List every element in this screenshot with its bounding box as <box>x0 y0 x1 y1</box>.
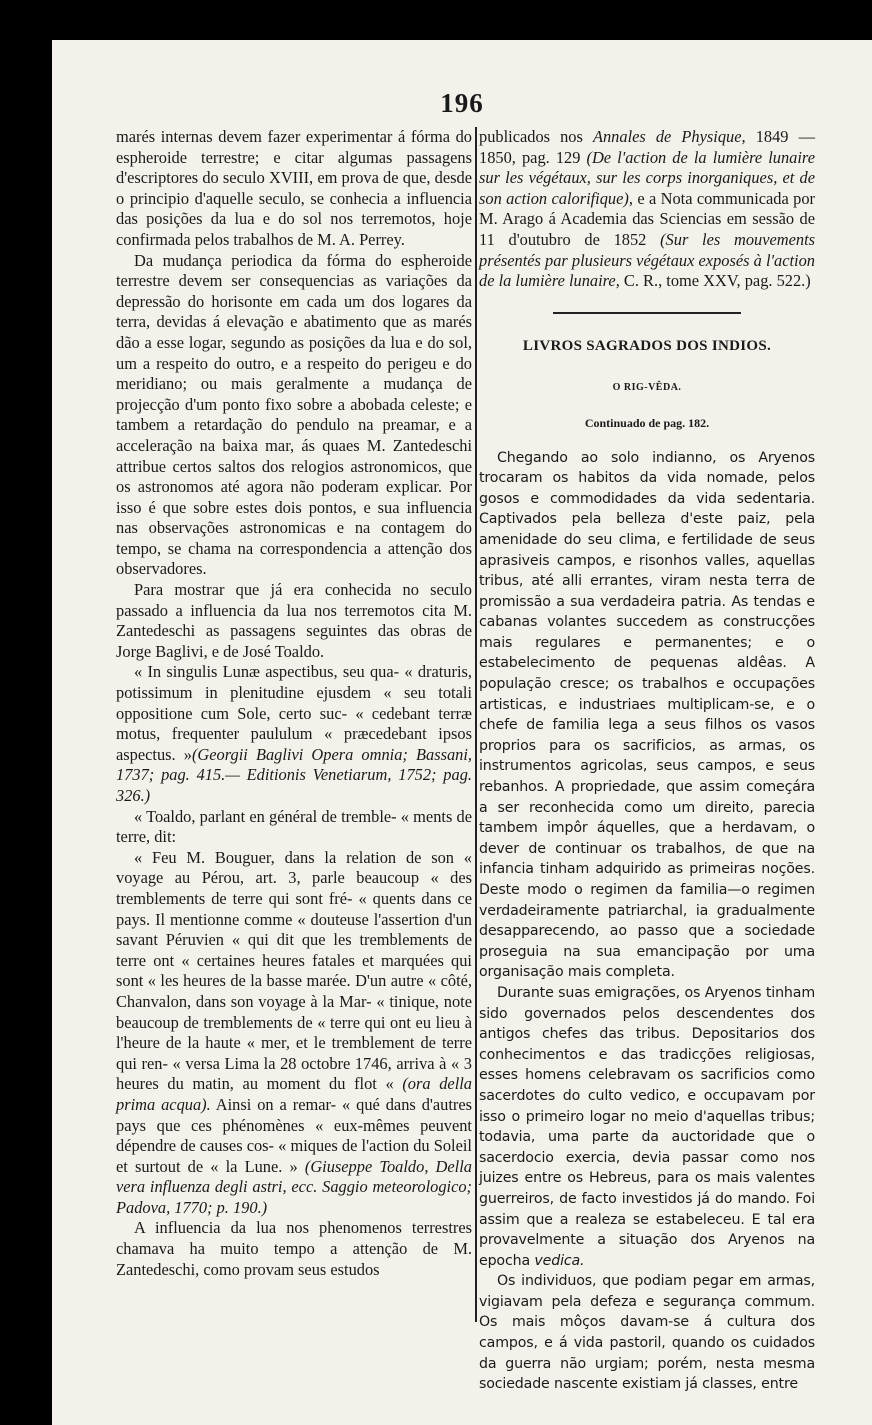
intro-paragraph <box>479 127 815 292</box>
paragraph: Chegando ao solo indianno, os Aryenos trocaram os habitos da vida nomade, pelos gosos e commodidades da vida sedentaria. Captivados pela belleza d'este paiz, pela amenidade do seu clima, e fertilidade de seus aprasiveis campos, e risonhos valles, aquellas tribus, até alli errantes, viram nesta terra de promissão a sua verdadeira patria. As tendas e cabanas volantes succedem as construcções mais regulares e permanentes; e o estabelecimento de pequenas aldêas. A população cresce; os trabalhos e occupações artisticas, e industriaes multiplicam-se, e o chefe de familia lega a seus filhos os vasos proprios para os sacrificios, as armas, os instrumentos agricolas, seus campos, e seus rebanhos. A propriedade, que assim começára a ser reconhecida como um direito, parecia tambem impôr áquelles, que a herdavam, o dever de continuar os trabalhos, de que na infancia tinham adquirido as primeiras noções. Deste modo o regimen da familia—o regimen verdadeiramente patriarchal, ia gradualmente desapparecendo, ao passo que a sociedade proseguia na sua emancipação por uma organisação mais completa. <box>479 449 815 981</box>
paragraph <box>479 983 815 1271</box>
continued-note: Continuado de pag. 182. <box>584 415 710 430</box>
quote-italic: (ora della prima acqua). <box>116 1074 472 1114</box>
text: publicados nos <box>479 127 583 146</box>
quote-toaldo-intro: « Toaldo, parlant en général de tremble- « ments de terre, dit: <box>116 806 472 847</box>
section-title: LIVROS SAGRADOS DOS INDIOS. <box>522 337 772 354</box>
page-number: 196 <box>440 88 484 118</box>
quote-text: « In singulis Lunæ aspectibus, seu qua- « draturis, potissimum in plenitudine ejusdem « seu totali oppositione cum Sole, certo suc- « cedebant terræ motus, frequenter paululum « præcedebant ipsos aspectus. » <box>116 662 472 764</box>
quote-text: Ainsi on a remar- « qué dans d'autres pays que ces phénomènes « eux-mêmes peuvent dépendre de causes cos- « miques de l'action du Soleil et surtout de « la Lune. » <box>116 1094 472 1176</box>
text: C. R., tome XXV, pag. 522.) <box>623 271 811 291</box>
text: Durante suas emigrações, os Aryenos tinham sido governados pelos descendentes dos antigos chefes das tribus. Depositarios dos conhecimentos e das tradicções religiosas, esses homens celebravam os sacrificios como sacerdotes do culto vedico, e occupavam por isso o primeiro logar no meio d'aquellas tribus; todavia, uma parte da auctoridade que o sacerdocio exercia, devia passar como nos juizes entre os Hebreus, para os mais valentes guerreiros, de facto investidos já do mando. Foi assim que a realeza se estabeleceu. E tal era provavelmente a situação dos Aryenos na epocha <box>479 984 815 1269</box>
paragraph: Para mostrar que já era conhecida no seculo passado a influencia da lua nos terremotos cita M. Zantedeschi as passagens seguintes das obras de Jorge Baglivi, e de José Toaldo. <box>116 580 472 661</box>
italic-title: (De l'action de la lumière lunaire sur les végétaux, sur les corps inorganiques, et de son action calorifique), <box>479 147 815 208</box>
scanned-page <box>52 40 872 1425</box>
paragraph: Os individuos, que podiam pegar em armas, vigiavam pela defeza e segurança commum. Os mais môços davam-se á cultura dos campos, e á vida pastoril, quando os cuidados da guerra não urgiam; porém, nesta mesma sociedade nascente existiam já classes, entre <box>479 1273 815 1393</box>
section-subtitle: O RIG-VÊDA. <box>612 382 682 394</box>
citation: (Giuseppe Toaldo, Della vera influenza degli astri, ecc. Saggio meteorologico; Padova, 1770; p. 190.) <box>116 1156 472 1217</box>
paragraph: Da mudança periodica da fórma do espheroide terrestre devem ser consequencias as variações da depressão do horisonte em cada um dos logares da terra, devidas á elevação e abatimento que as marés dão a esse logar, segundo as posições da lua e do sol, um a respeito do outro, e a respeito do perigeu e do meridiano; ou mais geralmente a mudança de projecção d'um ponto fixo sobre a abobada celeste; e tambem a retardação do pendulo na preamar, e a acceleração na baixa mar, ás quaes M. Zantedeschi attribue certos saltos dos relogios astronomicos, que os astronomos até agora não poderam explicar. Por isso é que sobre estes dois pontos, e sua influencia nas observações astronomicas e na contagem do tempo, se chama na correspondencia a attenção dos observadores. <box>116 250 472 579</box>
left-column <box>116 127 472 1280</box>
italic-title: Annales de Physique, <box>592 127 746 146</box>
right-column <box>479 127 815 1395</box>
paragraph: A influencia da lua nos phenomenos terrestres chamava ha muito tempo a attenção de M. Zantedeschi, como provam seus estudos <box>116 1218 472 1279</box>
section-rule <box>553 312 741 314</box>
text: 1849 — 1850, pag. 129 <box>479 127 815 167</box>
paragraph: marés internas devem fazer experimentar á fórma do espheroide terrestre; e citar algumas passagens d'escriptores do seculo XVIII, em prova de que, desde o principio d'aquelle seculo, se conhecia a influencia das posições da lua e do sol nos terremotos, hoje confirmada pelos trabalhos de M. A. Perrey. <box>116 127 472 249</box>
column-divider <box>475 127 477 1322</box>
text: e a Nota communicada por M. Arago á Academia das Sciencias em sessão de 11 d'outubro de 1852 <box>479 188 815 249</box>
italic-title: (Sur les mouvements présentés par plusieurs végétaux exposés à l'action de la lumière lunaire, <box>479 229 815 291</box>
quote-toaldo <box>116 848 472 1219</box>
italic-word: vedica. <box>534 1252 585 1269</box>
quote-text: « Feu M. Bouguer, dans la relation de son « voyage au Pérou, art. 3, parle beaucoup « des tremblements de terre qui sont fré- « quents dans ce pays. Il mentionne comme « douteuse l'assertion d'un savant Péruvien « qui dit que les tremblements de terre ont « certaines heures fatales et marquées qui sont « les heures de la basse marée. D'un autre « côté, Chanvalon, dans son voyage à la Mar- « tinique, note beaucoup de tremblements de « terre qui ont eu lieu à l'heure de la haute « mer, et le tremblement de terre qui ren- « versa Lima la 28 octobre 1746, arriva à « 3 heures du matin, au moment du flot « <box>116 847 472 1094</box>
quote-baglivi <box>116 662 472 806</box>
citation: (Georgii Baglivi Opera omnia; Bassani, 1737; pag. 415.— Editionis Venetiarum, 1752; pag. 326.) <box>116 744 473 805</box>
article-body <box>479 448 815 1395</box>
